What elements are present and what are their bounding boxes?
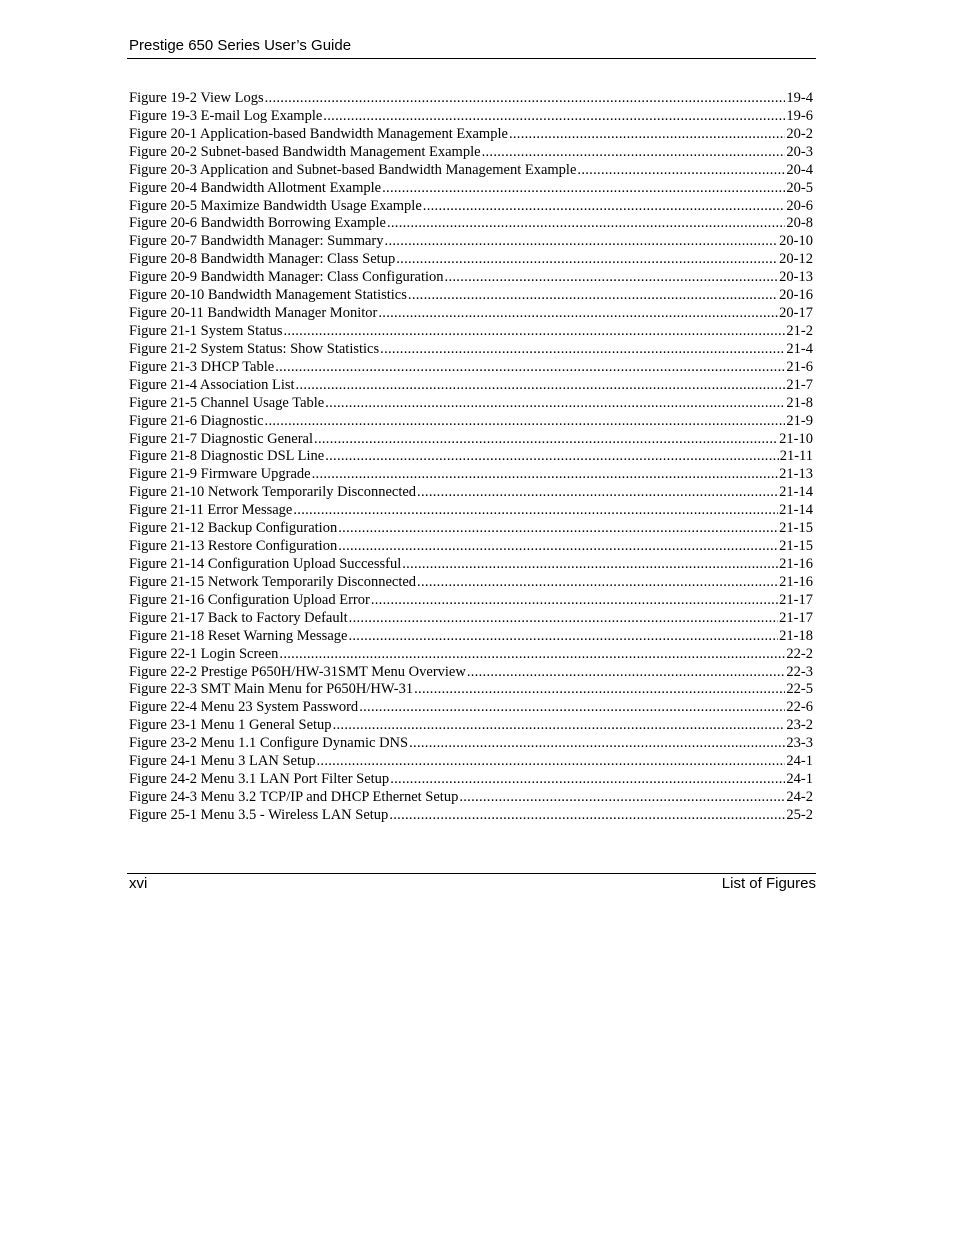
toc-entry-title: Figure 21-9 Firmware Upgrade <box>129 466 311 483</box>
toc-entry[interactable] <box>129 717 813 735</box>
toc-entry-title: Figure 24-2 Menu 3.1 LAN Port Filter Setup <box>129 771 390 788</box>
toc-entry[interactable] <box>129 180 813 198</box>
toc-entry-title: Figure 20-7 Bandwidth Manager: Summary <box>129 233 384 250</box>
toc-entry[interactable] <box>129 108 813 126</box>
toc-entry[interactable] <box>129 699 813 717</box>
toc-entry-title: Figure 24-1 Menu 3 LAN Setup <box>129 753 316 770</box>
toc-entry-title: Figure 21-18 Reset Warning Message <box>129 627 348 644</box>
toc-entry[interactable] <box>129 681 813 699</box>
toc-entry-title: Figure 20-6 Bandwidth Borrowing Example <box>129 215 386 232</box>
toc-entry[interactable] <box>129 431 813 449</box>
running-header-title: Prestige 650 Series User’s Guide <box>129 37 352 54</box>
toc-entry-page: 22-6 <box>786 699 813 716</box>
toc-dot-leader <box>402 556 778 574</box>
toc-dot-leader <box>348 628 778 646</box>
toc-entry-title: Figure 19-3 E-mail Log Example <box>129 107 323 124</box>
toc-entry[interactable] <box>129 646 813 664</box>
toc-entry-page: 22-3 <box>786 663 813 680</box>
toc-entry[interactable] <box>129 395 813 413</box>
toc-entry-page: 21-11 <box>779 448 813 465</box>
toc-dot-leader <box>390 771 785 789</box>
toc-entry-page: 24-2 <box>786 788 813 805</box>
toc-dot-leader <box>316 753 785 771</box>
toc-dot-leader <box>467 664 786 682</box>
toc-entry[interactable] <box>129 556 813 574</box>
toc-entry-title: Figure 22-3 SMT Main Menu for P650H/HW-31 <box>129 681 414 698</box>
footer-section-title: List of Figures <box>721 875 816 892</box>
toc-entry[interactable] <box>129 341 813 359</box>
toc-dot-leader <box>445 269 779 287</box>
toc-dot-leader <box>414 681 785 699</box>
toc-entry[interactable] <box>129 287 813 305</box>
toc-entry-page: 20-5 <box>786 179 813 196</box>
toc-entry-title: Figure 21-15 Network Temporarily Disconnected <box>129 573 417 590</box>
toc-entry[interactable] <box>129 323 813 341</box>
toc-entry-page: 21-4 <box>786 340 813 357</box>
toc-dot-leader <box>279 646 785 664</box>
toc-dot-leader <box>408 287 778 305</box>
toc-entry[interactable] <box>129 269 813 287</box>
toc-entry[interactable] <box>129 610 813 628</box>
toc-entry[interactable] <box>129 520 813 538</box>
toc-entry[interactable] <box>129 377 813 395</box>
toc-entry[interactable] <box>129 144 813 162</box>
toc-entry-page: 20-2 <box>786 125 813 142</box>
toc-entry-page: 19-6 <box>786 107 813 124</box>
toc-entry-page: 19-4 <box>786 90 813 106</box>
toc-entry-page: 20-3 <box>786 143 813 160</box>
toc-entry-page: 21-8 <box>786 394 813 411</box>
header-rule <box>127 58 816 59</box>
toc-entry-page: 21-16 <box>779 555 813 572</box>
toc-entry[interactable] <box>129 162 813 180</box>
toc-entry-page: 21-6 <box>786 358 813 375</box>
toc-entry-page: 24-1 <box>786 753 813 770</box>
toc-dot-leader <box>577 162 785 180</box>
toc-entry-title: Figure 25-1 Menu 3.5 - Wireless LAN Setup <box>129 806 389 823</box>
toc-entry-title: Figure 21-16 Configuration Upload Error <box>129 591 370 608</box>
toc-entry-title: Figure 21-7 Diagnostic General <box>129 430 314 447</box>
toc-dot-leader <box>275 359 785 377</box>
toc-entry-page: 20-6 <box>786 197 813 214</box>
toc-dot-leader <box>509 126 785 144</box>
toc-entry[interactable] <box>129 359 813 377</box>
toc-entry-page: 20-13 <box>779 269 813 286</box>
toc-dot-leader <box>389 807 785 825</box>
toc-dot-leader <box>385 233 779 251</box>
list-of-figures <box>129 90 813 825</box>
toc-entry-title: Figure 21-5 Channel Usage Table <box>129 394 325 411</box>
toc-entry-title: Figure 20-1 Application-based Bandwidth Management Example <box>129 125 508 142</box>
toc-dot-leader <box>338 538 778 556</box>
toc-entry-title: Figure 21-4 Association List <box>129 376 295 393</box>
toc-entry-page: 21-13 <box>779 466 813 483</box>
toc-entry-page: 21-14 <box>779 484 813 501</box>
toc-entry-page: 20-8 <box>786 215 813 232</box>
toc-entry-title: Figure 20-9 Bandwidth Manager: Class Configuration <box>129 269 444 286</box>
toc-entry-page: 21-16 <box>779 573 813 590</box>
toc-dot-leader <box>265 90 786 108</box>
toc-entry-title: Figure 21-1 System Status <box>129 322 283 339</box>
toc-entry-title: Figure 20-2 Subnet-based Bandwidth Management Example <box>129 143 481 160</box>
toc-dot-leader <box>325 395 785 413</box>
toc-entry[interactable] <box>129 628 813 646</box>
toc-dot-leader <box>387 215 785 233</box>
toc-entry-title: Figure 21-8 Diagnostic DSL Line <box>129 448 325 465</box>
footer-rule <box>127 873 816 874</box>
toc-entry-title: Figure 21-3 DHCP Table <box>129 358 275 375</box>
footer-page-number: xvi <box>129 875 148 892</box>
toc-entry-page: 20-10 <box>779 233 813 250</box>
toc-entry-page: 20-4 <box>786 161 813 178</box>
toc-entry-title: Figure 21-14 Configuration Upload Successful <box>129 555 402 572</box>
toc-entry[interactable] <box>129 753 813 771</box>
toc-entry-page: 21-17 <box>779 609 813 626</box>
toc-entry[interactable] <box>129 198 813 216</box>
toc-entry[interactable] <box>129 502 813 520</box>
toc-dot-leader <box>371 592 778 610</box>
toc-entry-page: 22-5 <box>786 681 813 698</box>
toc-entry-page: 24-1 <box>786 771 813 788</box>
toc-entry-title: Figure 22-1 Login Screen <box>129 645 279 662</box>
toc-entry-title: Figure 21-13 Restore Configuration <box>129 538 338 555</box>
toc-entry-title: Figure 20-5 Maximize Bandwidth Usage Example <box>129 197 422 214</box>
toc-dot-leader <box>296 377 786 395</box>
toc-entry[interactable] <box>129 466 813 484</box>
toc-entry[interactable] <box>129 413 813 431</box>
toc-entry[interactable] <box>129 664 813 682</box>
toc-entry[interactable] <box>129 735 813 753</box>
toc-entry-page: 20-12 <box>779 251 813 268</box>
toc-entry-title: Figure 20-10 Bandwidth Management Statistics <box>129 287 407 304</box>
toc-dot-leader <box>325 448 779 466</box>
toc-entry[interactable] <box>129 807 813 825</box>
toc-entry-page: 22-2 <box>786 645 813 662</box>
toc-dot-leader <box>265 413 786 431</box>
toc-entry-page: 25-2 <box>786 806 813 823</box>
toc-entry[interactable] <box>129 484 813 502</box>
toc-dot-leader <box>359 699 785 717</box>
toc-entry[interactable] <box>129 90 813 108</box>
toc-entry[interactable] <box>129 448 813 466</box>
toc-entry-title: Figure 24-3 Menu 3.2 TCP/IP and DHCP Ethernet Setup <box>129 788 459 805</box>
toc-entry[interactable] <box>129 538 813 556</box>
toc-entry-page: 21-9 <box>786 412 813 429</box>
toc-entry[interactable] <box>129 215 813 233</box>
toc-entry-title: Figure 23-2 Menu 1.1 Configure Dynamic DNS <box>129 735 409 752</box>
toc-dot-leader <box>417 484 778 502</box>
toc-entry-page: 21-7 <box>786 376 813 393</box>
toc-entry-title: Figure 21-11 Error Message <box>129 502 293 519</box>
toc-dot-leader <box>423 198 786 216</box>
toc-dot-leader <box>482 144 786 162</box>
toc-entry-title: Figure 21-12 Backup Configuration <box>129 520 338 537</box>
toc-dot-leader <box>459 789 785 807</box>
toc-entry-title: Figure 21-2 System Status: Show Statistics <box>129 340 380 357</box>
toc-entry-page: 21-15 <box>779 520 813 537</box>
toc-entry-page: 21-2 <box>786 322 813 339</box>
toc-entry[interactable] <box>129 305 813 323</box>
toc-dot-leader <box>293 502 778 520</box>
toc-entry-title: Figure 22-4 Menu 23 System Password <box>129 699 359 716</box>
toc-entry[interactable] <box>129 251 813 269</box>
toc-entry-title: Figure 20-11 Bandwidth Manager Monitor <box>129 305 378 322</box>
toc-entry-title: Figure 20-3 Application and Subnet-based Bandwidth Management Example <box>129 161 577 178</box>
toc-dot-leader <box>396 251 778 269</box>
toc-entry-title: Figure 20-4 Bandwidth Allotment Example <box>129 179 382 196</box>
toc-entry-title: Figure 20-8 Bandwidth Manager: Class Setup <box>129 251 396 268</box>
toc-dot-leader <box>323 108 785 126</box>
toc-entry[interactable] <box>129 592 813 610</box>
toc-entry[interactable] <box>129 574 813 592</box>
toc-entry-page: 20-17 <box>779 305 813 322</box>
toc-entry-title: Figure 21-10 Network Temporarily Disconnected <box>129 484 417 501</box>
toc-entry-page: 23-2 <box>786 717 813 734</box>
toc-dot-leader <box>338 520 778 538</box>
toc-dot-leader <box>312 466 779 484</box>
toc-entry-title: Figure 19-2 View Logs <box>129 90 264 106</box>
toc-entry[interactable] <box>129 126 813 144</box>
toc-entry-page: 21-18 <box>779 627 813 644</box>
toc-dot-leader <box>333 717 786 735</box>
toc-entry-title: Figure 21-17 Back to Factory Default <box>129 609 348 626</box>
toc-dot-leader <box>417 574 778 592</box>
toc-entry-page: 21-14 <box>779 502 813 519</box>
toc-entry-title: Figure 22-2 Prestige P650H/HW-31SMT Menu Overview <box>129 663 466 680</box>
toc-dot-leader <box>380 341 785 359</box>
toc-entry-page: 21-17 <box>779 591 813 608</box>
toc-entry-title: Figure 23-1 Menu 1 General Setup <box>129 717 332 734</box>
toc-dot-leader <box>349 610 779 628</box>
toc-entry-page: 21-15 <box>779 538 813 555</box>
toc-entry-page: 23-3 <box>786 735 813 752</box>
toc-dot-leader <box>378 305 778 323</box>
toc-dot-leader <box>283 323 785 341</box>
toc-entry[interactable] <box>129 789 813 807</box>
toc-entry-title: Figure 21-6 Diagnostic <box>129 412 264 429</box>
toc-dot-leader <box>314 431 778 449</box>
toc-dot-leader <box>409 735 785 753</box>
toc-entry-page: 21-10 <box>779 430 813 447</box>
toc-entry[interactable] <box>129 233 813 251</box>
toc-entry[interactable] <box>129 771 813 789</box>
toc-entry-page: 20-16 <box>779 287 813 304</box>
toc-dot-leader <box>382 180 785 198</box>
